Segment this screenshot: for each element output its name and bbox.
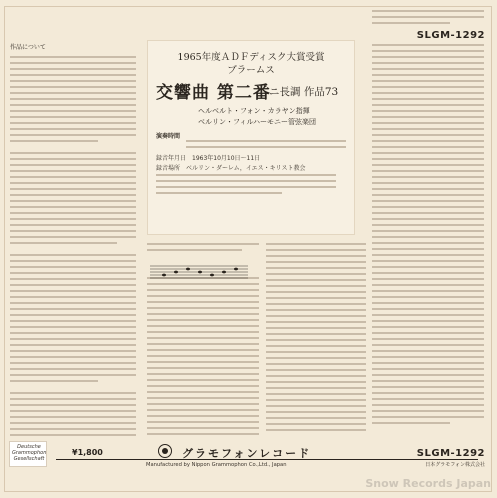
- award-line: 1965年度ＡＤＦディスク大賞受賞: [177, 52, 325, 63]
- recording-place: 録音場所 ベルリン・ダーレム，イエス・キリスト教会: [156, 165, 306, 172]
- conductor-line: ヘルベルト・フォン・カラヤン指揮: [198, 107, 310, 115]
- label-name-jp: グラモフォンレコード: [182, 447, 312, 460]
- column-3-text: [266, 243, 366, 438]
- work-key: ニ長調 作品73: [269, 86, 339, 98]
- gramophone-logo-icon: [158, 444, 172, 458]
- catalog-number-top: SLGM-1292: [416, 30, 485, 41]
- composer-name: ブラームス: [227, 65, 275, 76]
- column-4-text: [372, 10, 484, 35]
- manufacturer-line: Manufactured by Nippon Grammophon Co.,Ltd., Japan: [146, 462, 287, 468]
- recording-date: 録音年月日 1963年10月10日〜11日: [156, 155, 261, 162]
- column-1-text: [10, 42, 136, 437]
- music-notation-excerpt: [150, 262, 248, 280]
- maker-name-jp: 日本グラモフォン株式会社: [425, 462, 485, 468]
- price-label: ¥1,800: [72, 448, 103, 457]
- title-box: [147, 40, 355, 235]
- work-title: 交響曲 第二番: [156, 83, 271, 103]
- orchestra-line: ベルリン・フィルハーモニー管弦楽団: [198, 118, 316, 126]
- catalog-number-bottom: SLGM-1292: [416, 448, 485, 459]
- watermark: Snow Records Japan: [365, 477, 491, 490]
- perf-time-label: 演奏時間: [156, 133, 181, 140]
- dg-logo-text: Deutsche Grammophon Gesellschaft: [12, 444, 47, 462]
- column-4-body: [372, 44, 484, 436]
- column-1-heading: 作品について: [10, 44, 46, 51]
